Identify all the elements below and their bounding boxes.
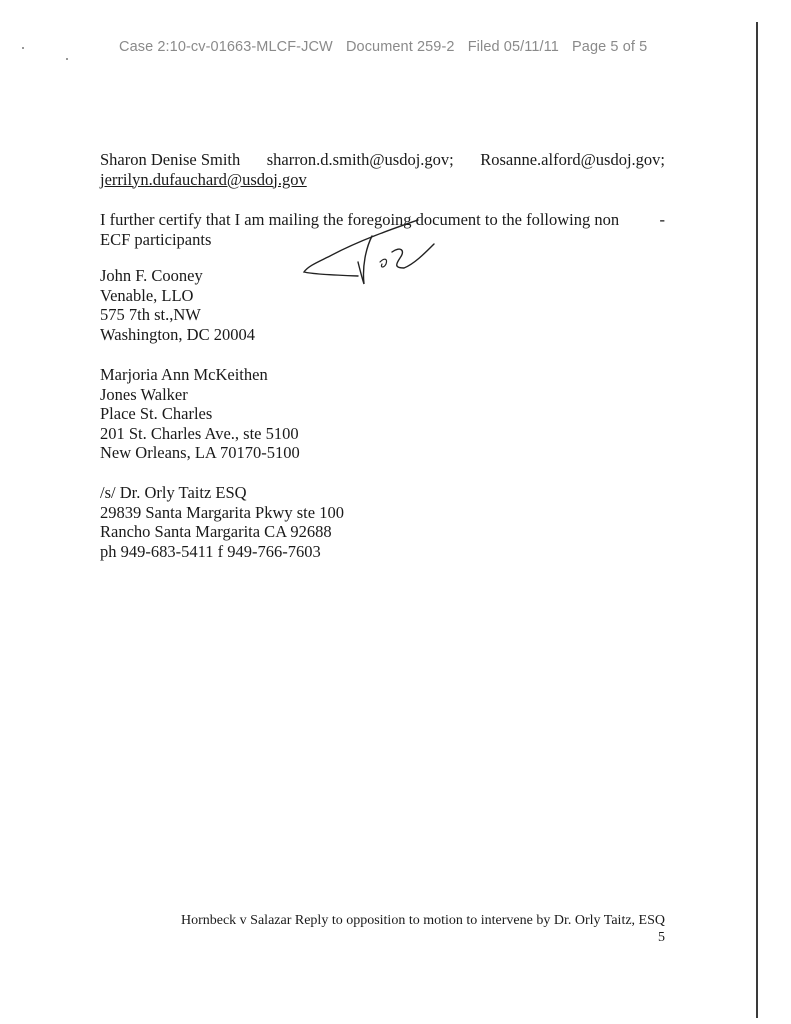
recipient-line: Place St. Charles xyxy=(100,404,213,423)
scan-speck xyxy=(66,58,68,60)
signer-line: 29839 Santa Margarita Pkwy ste 100 xyxy=(100,502,344,522)
certification-line: ECF participants xyxy=(100,229,212,249)
recipient-line: Venable, LLO xyxy=(100,285,194,305)
service-email: sharron.d.smith@usdoj.gov; xyxy=(266,150,454,169)
recipient-line: 201 St. Charles Ave., ste 5100 xyxy=(100,423,299,443)
recipient-line: Jones Walker xyxy=(100,384,188,404)
service-email-list xyxy=(100,150,665,189)
footer-page-number: 5 xyxy=(658,930,665,945)
scan-edge-line xyxy=(756,22,758,1018)
page-footer xyxy=(181,912,665,946)
recipient-line: 575 7th st.,NW xyxy=(100,305,201,324)
recipient-address-2 xyxy=(100,365,300,463)
recipient-line: John F. Cooney xyxy=(100,266,203,285)
recipient-line: New Orleans, LA 70170-5100 xyxy=(100,443,300,462)
scan-speck xyxy=(22,47,24,49)
case-number: Case 2:10-cv-01663-MLCF-JCW xyxy=(119,39,333,55)
service-email-link[interactable]: jerrilyn.dufauchard@usdoj.gov xyxy=(100,169,307,189)
recipient-line: Washington, DC 20004 xyxy=(100,324,255,344)
footer-caption: Hornbeck v Salazar Reply to opposition to motion to intervene by Dr. Orly Taitz, ESQ xyxy=(180,913,665,928)
signer-line: Rancho Santa Margarita CA 92688 xyxy=(100,522,332,541)
page-indicator: Page 5 of 5 xyxy=(572,39,648,55)
court-filing-header xyxy=(119,39,656,55)
signer-block xyxy=(100,483,344,561)
signer-line: /s/ Dr. Orly Taitz ESQ xyxy=(100,483,247,502)
signer-line: ph 949-683-5411 f 949-766-7603 xyxy=(100,541,321,561)
recipient-address-1 xyxy=(100,266,255,344)
handwritten-signature xyxy=(300,218,440,293)
service-email: Rosanne.alford@usdoj.gov; xyxy=(480,150,665,169)
filed-date: Filed 05/11/11 xyxy=(467,39,559,55)
certification-dash: - xyxy=(659,210,665,229)
document-number: Document 259-2 xyxy=(345,39,455,55)
service-name: Sharon Denise Smith xyxy=(100,150,241,169)
certification-line: I further certify that I am mailing the foregoing document to the following non xyxy=(100,210,620,229)
recipient-line: Marjoria Ann McKeithen xyxy=(100,365,268,384)
